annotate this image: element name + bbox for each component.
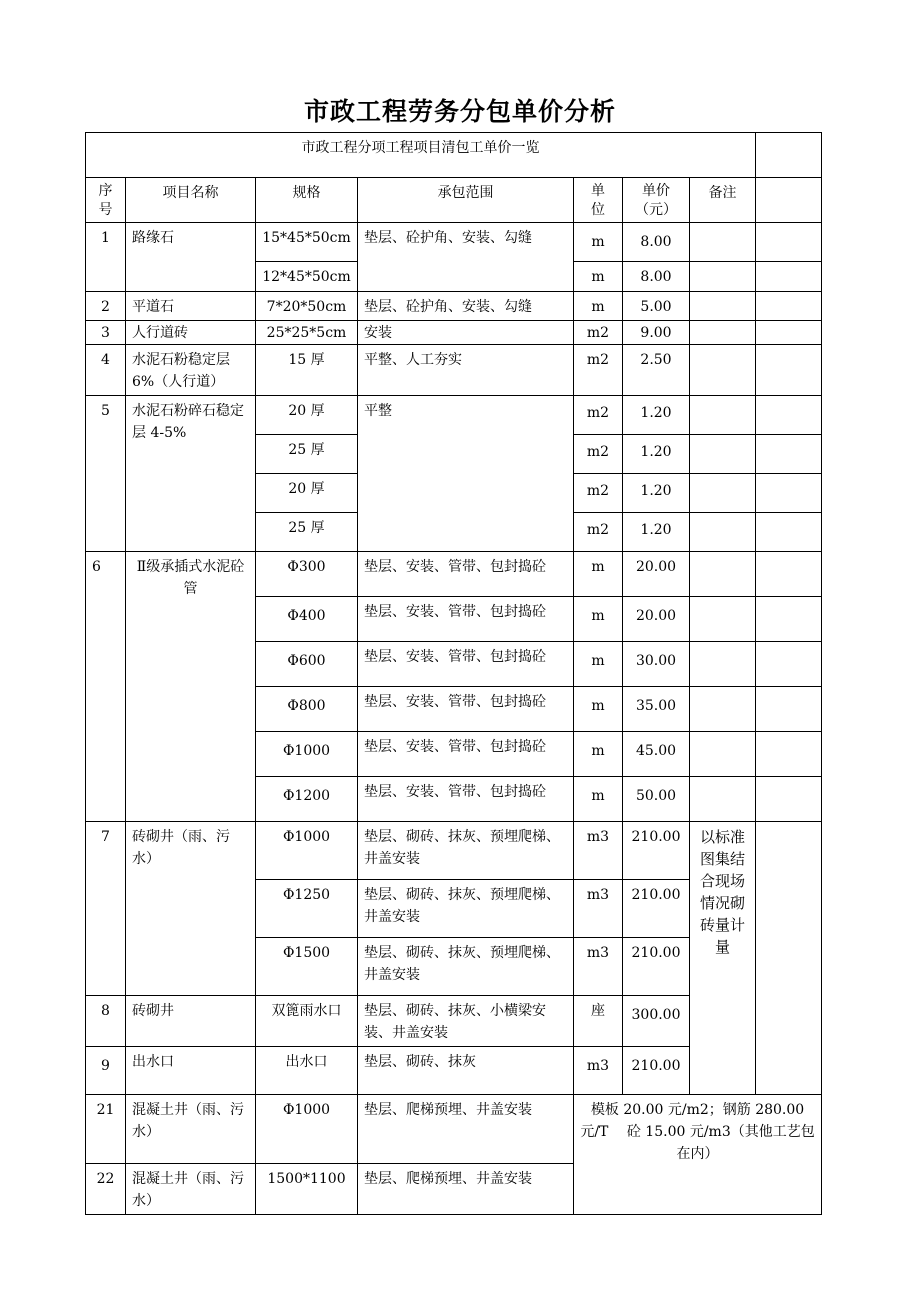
row-remark: [690, 777, 756, 822]
row-no: 2: [86, 292, 126, 321]
row-spec: Φ1500: [256, 938, 358, 996]
row-unit: m: [574, 552, 623, 597]
table-row: [86, 345, 822, 396]
remark-masonry-note: 以标准图集结合现场情况砌砖量计量: [690, 822, 756, 1095]
row-remark: [690, 474, 756, 513]
row-unit: m2: [574, 396, 623, 435]
blank-cell: [756, 474, 822, 513]
row-unit: m: [574, 642, 623, 687]
blank-cell: [756, 396, 822, 435]
row-scope: 垫层、爬梯预埋、井盖安装: [358, 1095, 574, 1164]
row-spec: 12*45*50cm: [256, 262, 358, 292]
row-scope: 垫层、安装、管带、包封捣砼: [358, 777, 574, 822]
table-row: [86, 1095, 822, 1164]
row-remark: [690, 513, 756, 552]
row-price: 50.00: [623, 777, 690, 822]
table-row: [86, 552, 822, 597]
row-no: 7: [86, 822, 126, 996]
row-price: 1.20: [623, 474, 690, 513]
row-no: 4: [86, 345, 126, 396]
row-scope: 垫层、砌砖、抹灰、预埋爬梯、井盖安装: [358, 822, 574, 880]
row-unit: m: [574, 687, 623, 732]
row-price: 20.00: [623, 552, 690, 597]
header-price: 单价 （元）: [623, 178, 690, 223]
row-spec: Φ800: [256, 687, 358, 732]
row-scope: 垫层、砌砖、抹灰、小横梁安装、井盖安装: [358, 996, 574, 1047]
header-spec: 规格: [256, 178, 358, 223]
row-spec: Φ400: [256, 597, 358, 642]
row-spec: 15 厚: [256, 345, 358, 396]
row-no: 5: [86, 396, 126, 552]
row-unit: m: [574, 262, 623, 292]
row-no: 8: [86, 996, 126, 1047]
row-name: 砖砌井: [126, 996, 256, 1047]
row-scope: 垫层、安装、管带、包封捣砼: [358, 597, 574, 642]
blank-cell: [756, 732, 822, 777]
table-row: [86, 822, 822, 880]
row-spec: 7*20*50cm: [256, 292, 358, 321]
row-price: 9.00: [623, 321, 690, 345]
row-remark: [690, 642, 756, 687]
row-remark: [690, 396, 756, 435]
row-spec: 20 厚: [256, 474, 358, 513]
row-price: 30.00: [623, 642, 690, 687]
row-spec: Φ300: [256, 552, 358, 597]
row-remark: [690, 435, 756, 474]
row-scope: 垫层、爬梯预埋、井盖安装: [358, 1164, 574, 1215]
row-name: 出水口: [126, 1047, 256, 1095]
row-price: 210.00: [623, 822, 690, 880]
row-spec: 15*45*50cm: [256, 223, 358, 262]
row-spec: Φ1000: [256, 732, 358, 777]
header-remark: 备注: [690, 178, 756, 223]
row-spec: 25 厚: [256, 435, 358, 474]
row-spec: 出水口: [256, 1047, 358, 1095]
blank-cell: [756, 345, 822, 396]
row-price: 1.20: [623, 513, 690, 552]
row-name: 平道石: [126, 292, 256, 321]
row-name: 水泥石粉稳定层 6%（人行道）: [126, 345, 256, 396]
row-remark: [690, 597, 756, 642]
row-price: 1.20: [623, 396, 690, 435]
row-spec: Φ1200: [256, 777, 358, 822]
row-name: 砖砌井（雨、污水）: [126, 822, 256, 996]
row-unit: m3: [574, 822, 623, 880]
row-spec: 25 厚: [256, 513, 358, 552]
row-no: 1: [86, 223, 126, 292]
row-scope: 垫层、砌砖、抹灰、预埋爬梯、井盖安装: [358, 880, 574, 938]
row-unit: m3: [574, 938, 623, 996]
row-unit: m2: [574, 345, 623, 396]
row-no: 21: [86, 1095, 126, 1164]
blank-cell: [756, 822, 822, 1095]
row-spec: Φ1000: [256, 1095, 358, 1164]
blank-cell: [756, 435, 822, 474]
row-remark: [690, 732, 756, 777]
row-remark: [690, 223, 756, 262]
table-row: [86, 396, 822, 435]
row-scope: 垫层、安装、管带、包封捣砼: [358, 552, 574, 597]
blank-cell: [756, 597, 822, 642]
row-spec: 20 厚: [256, 396, 358, 435]
row-price: 8.00: [623, 262, 690, 292]
table-row: [86, 223, 822, 262]
blank-cell: [756, 133, 822, 178]
row-scope: 平整、人工夯实: [358, 345, 574, 396]
row-price: 210.00: [623, 938, 690, 996]
blank-cell: [756, 223, 822, 262]
row-name: 混凝土井（雨、污水）: [126, 1095, 256, 1164]
table-row: [86, 321, 822, 345]
page-title: 市政工程劳务分包单价分析: [303, 97, 616, 126]
row-scope: 垫层、砼护角、安装、勾缝: [358, 292, 574, 321]
subtitle-row: [86, 133, 822, 178]
row-spec: 25*25*5cm: [256, 321, 358, 345]
blank-cell: [756, 292, 822, 321]
row-price: 210.00: [623, 1047, 690, 1095]
row-no: 22: [86, 1164, 126, 1215]
header-scope: 承包范围: [358, 178, 574, 223]
row-scope: 垫层、砌砖、抹灰、预埋爬梯、井盖安装: [358, 938, 574, 996]
header-unit: 单 位: [574, 178, 623, 223]
row-unit: m3: [574, 880, 623, 938]
row-name: 混凝土井（雨、污水）: [126, 1164, 256, 1215]
row-unit: m: [574, 777, 623, 822]
table-row: [86, 292, 822, 321]
header-name: 项目名称: [126, 178, 256, 223]
row-unit: m: [574, 732, 623, 777]
row-price: 1.20: [623, 435, 690, 474]
table-subtitle: 市政工程分项工程项目清包工单价一览: [86, 133, 756, 178]
row-unit: m3: [574, 1047, 623, 1095]
row-unit: m2: [574, 513, 623, 552]
row-scope: 垫层、砼护角、安装、勾缝: [358, 223, 574, 292]
row-unit: m2: [574, 435, 623, 474]
row-name: Ⅱ级承插式水泥砼管: [126, 552, 256, 822]
row-no: 3: [86, 321, 126, 345]
row-spec: Φ600: [256, 642, 358, 687]
row-remark: [690, 552, 756, 597]
remark-concrete-note: 模板 20.00 元/m2；钢筋 280.00 元/T 砼 15.00 元/m3（其他工艺包在内）: [574, 1095, 822, 1215]
row-scope: 垫层、安装、管带、包封捣砼: [358, 687, 574, 732]
row-remark: [690, 345, 756, 396]
blank-cell: [756, 777, 822, 822]
row-unit: m2: [574, 321, 623, 345]
row-name: 路缘石: [126, 223, 256, 292]
blank-cell: [756, 687, 822, 732]
blank-cell: [756, 178, 822, 223]
blank-cell: [756, 262, 822, 292]
row-scope: 垫层、安装、管带、包封捣砼: [358, 732, 574, 777]
row-scope: 平整: [358, 396, 574, 552]
row-spec: 双篦雨水口: [256, 996, 358, 1047]
row-name: 人行道砖: [126, 321, 256, 345]
row-spec: 1500*1100: [256, 1164, 358, 1215]
row-no: 9: [86, 1047, 126, 1095]
row-price: 35.00: [623, 687, 690, 732]
blank-cell: [756, 321, 822, 345]
row-remark: [690, 687, 756, 732]
row-remark: [690, 321, 756, 345]
row-unit: m: [574, 223, 623, 262]
row-price: 210.00: [623, 880, 690, 938]
header-no: 序 号: [86, 178, 126, 223]
row-unit: m: [574, 597, 623, 642]
row-scope: 垫层、安装、管带、包封捣砼: [358, 642, 574, 687]
blank-cell: [756, 513, 822, 552]
blank-cell: [756, 552, 822, 597]
row-scope: 垫层、砌砖、抹灰: [358, 1047, 574, 1095]
row-scope: 安装: [358, 321, 574, 345]
row-unit: m2: [574, 474, 623, 513]
row-unit: m: [574, 292, 623, 321]
blank-cell: [756, 642, 822, 687]
row-spec: Φ1250: [256, 880, 358, 938]
row-price: 45.00: [623, 732, 690, 777]
row-unit: 座: [574, 996, 623, 1047]
row-no: 6: [86, 552, 126, 822]
row-remark: [690, 262, 756, 292]
row-name: 水泥石粉碎石稳定层 4-5%: [126, 396, 256, 552]
row-price: 8.00: [623, 223, 690, 262]
header-row: [86, 178, 822, 223]
row-price: 20.00: [623, 597, 690, 642]
row-price: 2.50: [623, 345, 690, 396]
row-price: 300.00: [623, 996, 690, 1047]
row-price: 5.00: [623, 292, 690, 321]
row-spec: Φ1000: [256, 822, 358, 880]
unit-price-table: [85, 132, 822, 1215]
row-remark: [690, 292, 756, 321]
